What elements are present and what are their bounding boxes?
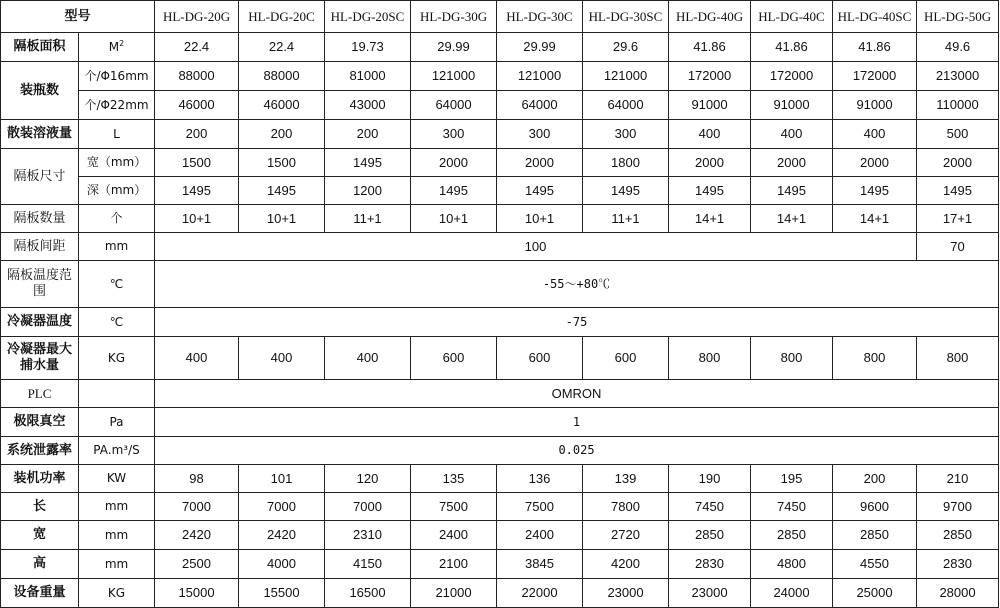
plc-label: PLC [1,380,79,408]
cell: 16500 [325,579,411,608]
cell: 1500 [239,149,325,177]
cell: 300 [497,120,583,149]
leak-rate-unit: PA.m³/S [79,437,155,465]
cell: 172000 [669,62,751,91]
shelf-spacing-value: 100 [155,233,917,261]
cell: 7800 [583,493,669,521]
weight-row [1,579,999,608]
cell: 17+1 [917,205,999,233]
cell: 23000 [669,579,751,608]
cell: 41.86 [833,33,917,62]
shelf-temp-unit: ℃ [79,261,155,308]
cell: 14+1 [833,205,917,233]
shelf-count-unit: 个 [79,205,155,233]
leak-rate-label: 系统泄露率 [1,437,79,465]
cell: 2100 [411,550,497,579]
bottles-22-unit: 个/Φ22mm [79,91,155,120]
cell: 2420 [155,521,239,550]
cell: 81000 [325,62,411,91]
cell: 190 [669,465,751,493]
shelf-spacing-last: 70 [917,233,999,261]
cell: 213000 [917,62,999,91]
cell: 1495 [411,177,497,205]
cell: 41.86 [751,33,833,62]
bulk-volume-row [1,120,999,149]
height-label: 高 [1,550,79,579]
length-row [1,493,999,521]
header-label: 型号 [1,1,155,33]
cell: 1500 [155,149,239,177]
shelf-depth-unit: 深（mm） [79,177,155,205]
shelf-temp-label: 隔板温度范 围 [1,261,79,308]
cell: 29.99 [497,33,583,62]
cell: 500 [917,120,999,149]
model-name: HL-DG-30G [411,1,497,33]
cell: 2850 [833,521,917,550]
vacuum-unit: Pa [79,408,155,437]
cell: 11+1 [325,205,411,233]
cell: 2420 [239,521,325,550]
cell: 10+1 [497,205,583,233]
cell: 800 [751,337,833,380]
height-unit: mm [79,550,155,579]
cell: 14+1 [751,205,833,233]
cell: 21000 [411,579,497,608]
length-label: 长 [1,493,79,521]
cell: 2500 [155,550,239,579]
cell: 1800 [583,149,669,177]
cell: 64000 [411,91,497,120]
cell: 1495 [751,177,833,205]
shelf-area-unit: $M^2$ [79,33,155,62]
cell: 7000 [325,493,411,521]
cell: 195 [751,465,833,493]
cell: 98 [155,465,239,493]
shelf-area-label: 隔板面积 [1,33,79,62]
model-name: HL-DG-40C [751,1,833,33]
shelf-spacing-unit: mm [79,233,155,261]
cell: 2310 [325,521,411,550]
cell: 4800 [751,550,833,579]
cell: 139 [583,465,669,493]
leak-rate-row [1,437,999,465]
shelf-width-unit: 宽（mm） [79,149,155,177]
cell: 2000 [833,149,917,177]
shelf-count-label: 隔板数量 [1,205,79,233]
cell: 64000 [583,91,669,120]
cell: 400 [325,337,411,380]
cell: 200 [155,120,239,149]
weight-label: 设备重量 [1,579,79,608]
cell: 91000 [751,91,833,120]
cell: 10+1 [155,205,239,233]
cell: 121000 [411,62,497,91]
cell: 23000 [583,579,669,608]
cell: 200 [325,120,411,149]
vacuum-label: 极限真空 [1,408,79,437]
cell: 600 [583,337,669,380]
condenser-cap-unit: KG [79,337,155,380]
bottles-22-row [1,91,999,120]
cell: 46000 [155,91,239,120]
shelf-width-row [1,149,999,177]
cell: 28000 [917,579,999,608]
vacuum-row [1,408,999,437]
cell: 1495 [155,177,239,205]
bulk-volume-unit: L [79,120,155,149]
model-name: HL-DG-30C [497,1,583,33]
model-name: HL-DG-40G [669,1,751,33]
model-name: HL-DG-20SC [325,1,411,33]
cell: 600 [411,337,497,380]
bottles-label: 装瓶数 [1,62,79,120]
cell: 1495 [583,177,669,205]
shelf-size-label: 隔板尺寸 [1,149,79,205]
cell: 600 [497,337,583,380]
cell: 4550 [833,550,917,579]
cell: 2000 [751,149,833,177]
cell: 15000 [155,579,239,608]
weight-unit: KG [79,579,155,608]
cell: 91000 [669,91,751,120]
plc-row [1,380,999,408]
cell: 2830 [917,550,999,579]
power-row [1,465,999,493]
cell: 2720 [583,521,669,550]
bottles-16-row [1,62,999,91]
cell: 210 [917,465,999,493]
cell: 300 [411,120,497,149]
cell: 14+1 [669,205,751,233]
cell: 400 [155,337,239,380]
cell: 9600 [833,493,917,521]
vacuum-value: 1 [155,408,999,437]
cell: 2830 [669,550,751,579]
condenser-temp-row [1,308,999,337]
cell: 4150 [325,550,411,579]
cell: 22.4 [239,33,325,62]
cell: 2850 [669,521,751,550]
cell: 7450 [751,493,833,521]
shelf-count-row [1,205,999,233]
cell: 19.73 [325,33,411,62]
bottles-16-unit: 个/Φ16mm [79,62,155,91]
cell: 2400 [497,521,583,550]
cell: 101 [239,465,325,493]
cell: 29.99 [411,33,497,62]
cell: 64000 [497,91,583,120]
shelf-temp-value: -55～+80℃ [155,261,999,308]
condenser-cap-label: 冷凝器最大 捕水量 [1,337,79,380]
cell: 22000 [497,579,583,608]
cell: 43000 [325,91,411,120]
cell: 1495 [917,177,999,205]
cell: 22.4 [155,33,239,62]
width-label: 宽 [1,521,79,550]
cell: 88000 [239,62,325,91]
shelf-area-row [1,33,999,62]
length-unit: mm [79,493,155,521]
model-name: HL-DG-40SC [833,1,917,33]
model-name: HL-DG-50G [917,1,999,33]
bulk-volume-label: 散装溶液量 [1,120,79,149]
cell: 110000 [917,91,999,120]
cell: 2000 [497,149,583,177]
cell: 10+1 [411,205,497,233]
cell: 91000 [833,91,917,120]
condenser-temp-unit: ℃ [79,308,155,337]
power-unit: KW [79,465,155,493]
cell: 121000 [583,62,669,91]
cell: 2000 [669,149,751,177]
height-row [1,550,999,579]
cell: 120 [325,465,411,493]
cell: 172000 [751,62,833,91]
cell: 7000 [155,493,239,521]
cell: 3845 [497,550,583,579]
width-row [1,521,999,550]
cell: 1495 [325,149,411,177]
cell: 400 [239,337,325,380]
cell: 136 [497,465,583,493]
cell: 9700 [917,493,999,521]
power-label: 装机功率 [1,465,79,493]
cell: 24000 [751,579,833,608]
cell: 2850 [917,521,999,550]
cell: 400 [751,120,833,149]
cell: 800 [917,337,999,380]
cell: 2000 [917,149,999,177]
cell: 2000 [411,149,497,177]
model-name: HL-DG-20C [239,1,325,33]
condenser-temp-label: 冷凝器温度 [1,308,79,337]
cell: 4000 [239,550,325,579]
cell: 1495 [239,177,325,205]
cell: 7500 [411,493,497,521]
cell: 200 [833,465,917,493]
cell: 4200 [583,550,669,579]
cell: 400 [833,120,917,149]
condenser-temp-value: -75 [155,308,999,337]
cell: 2850 [751,521,833,550]
header-row [1,1,999,33]
cell: 88000 [155,62,239,91]
shelf-spacing-label: 隔板间距 [1,233,79,261]
cell: 29.6 [583,33,669,62]
cell: 300 [583,120,669,149]
cell: 2400 [411,521,497,550]
cell: 7450 [669,493,751,521]
width-unit: mm [79,521,155,550]
cell: 15500 [239,579,325,608]
cell: 7500 [497,493,583,521]
cell: 800 [669,337,751,380]
cell: 11+1 [583,205,669,233]
cell: 1495 [669,177,751,205]
cell: 7000 [239,493,325,521]
cell: 135 [411,465,497,493]
cell: 121000 [497,62,583,91]
cell: 1200 [325,177,411,205]
model-name: HL-DG-20G [155,1,239,33]
cell: 1495 [833,177,917,205]
shelf-depth-row [1,177,999,205]
plc-value: OMRON [155,380,999,408]
cell: 49.6 [917,33,999,62]
leak-rate-value: 0.025 [155,437,999,465]
plc-unit [79,380,155,408]
cell: 800 [833,337,917,380]
cell: 10+1 [239,205,325,233]
cell: 41.86 [669,33,751,62]
cell: 200 [239,120,325,149]
cell: 400 [669,120,751,149]
model-name: HL-DG-30SC [583,1,669,33]
cell: 172000 [833,62,917,91]
condenser-cap-row [1,337,999,380]
cell: 46000 [239,91,325,120]
shelf-temp-row [1,261,999,308]
cell: 25000 [833,579,917,608]
cell: 1495 [497,177,583,205]
shelf-spacing-row [1,233,999,261]
